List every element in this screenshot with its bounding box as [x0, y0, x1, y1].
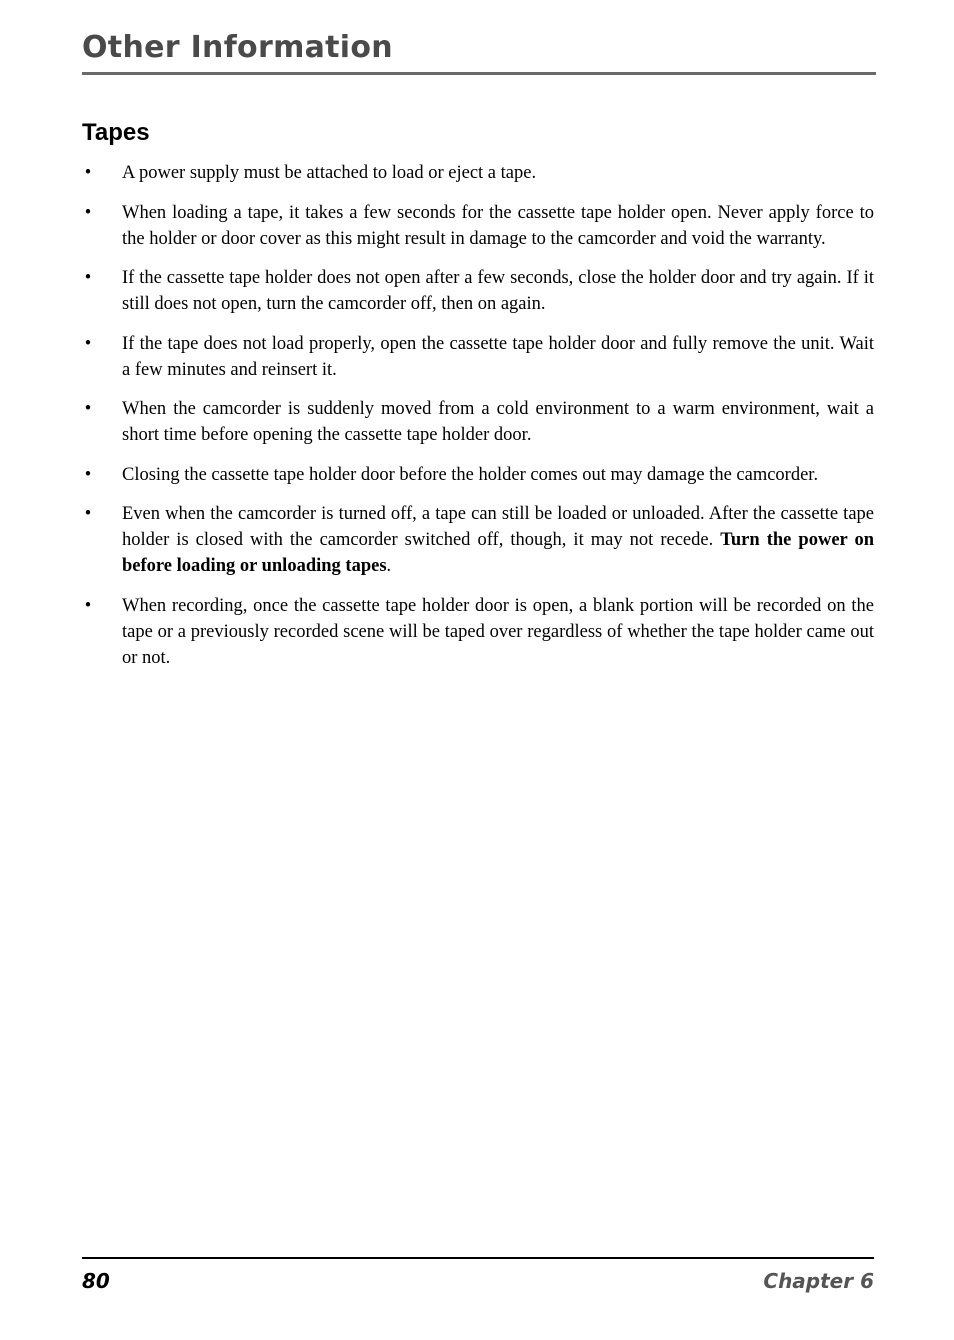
- bullet-icon: •: [84, 333, 92, 354]
- bullet-icon: •: [84, 399, 92, 419]
- list-item-text: When the camcorder is suddenly moved from a cold environment to a warm environment, wait a short time before opening the cassette tape holder door.: [122, 399, 874, 445]
- list-item-text: Even when the camcorder is turned off, a tape can still be loaded or unloaded. After the cassette tape holder is closed with the camcorder switched off, though, it may not recede.: [122, 504, 874, 550]
- bullet-icon: •: [84, 163, 92, 183]
- list-item: [82, 331, 874, 383]
- list-item: [82, 200, 874, 252]
- list-item-text: If the tape does not load properly, open the cassette tape holder door and fully remove the unit. Wait a few minutes and reinsert it.: [122, 333, 874, 380]
- bullet-list: [82, 160, 874, 684]
- list-item-text: Closing the cassette tape holder door before the holder comes out may damage the camcorder.: [122, 464, 819, 485]
- bullet-icon: •: [84, 202, 92, 223]
- list-item: [82, 160, 874, 186]
- footer-divider: [82, 1257, 874, 1259]
- chapter-label: Chapter 6: [763, 1269, 874, 1293]
- bullet-icon: •: [84, 268, 92, 288]
- list-item: [82, 396, 874, 448]
- list-item: [82, 501, 874, 579]
- list-item-text: A power supply must be attached to load or eject a tape.: [122, 163, 537, 183]
- section-heading: Tapes: [82, 119, 150, 146]
- chapter-title: Other Information: [82, 30, 393, 65]
- list-item-suffix: .: [386, 556, 392, 576]
- list-item-text: When recording, once the cassette tape holder door is open, a blank portion will be recorded on the tape or a previously recorded scene will be taped over regardless of whether the tape holder came out or not.: [122, 595, 874, 668]
- bullet-icon: •: [84, 595, 92, 616]
- title-divider: [82, 72, 876, 75]
- list-item: [82, 265, 874, 317]
- list-item: [82, 462, 874, 488]
- list-item-text: When loading a tape, it takes a few seconds for the cassette tape holder open. Never apply force to the holder or door cover as this might result in damage to the camcorder and void the warranty.: [122, 202, 874, 249]
- list-item-text: If the cassette tape holder does not open after a few seconds, close the holder door and try again. If it still does not open, turn the camcorder off, then on again.: [122, 268, 874, 314]
- bullet-icon: •: [84, 464, 92, 485]
- emphasis-text: Turn the power on before loading or unloading tapes: [122, 530, 874, 576]
- page-number: 80: [82, 1269, 110, 1293]
- bullet-icon: •: [84, 504, 92, 524]
- list-item: [82, 593, 874, 671]
